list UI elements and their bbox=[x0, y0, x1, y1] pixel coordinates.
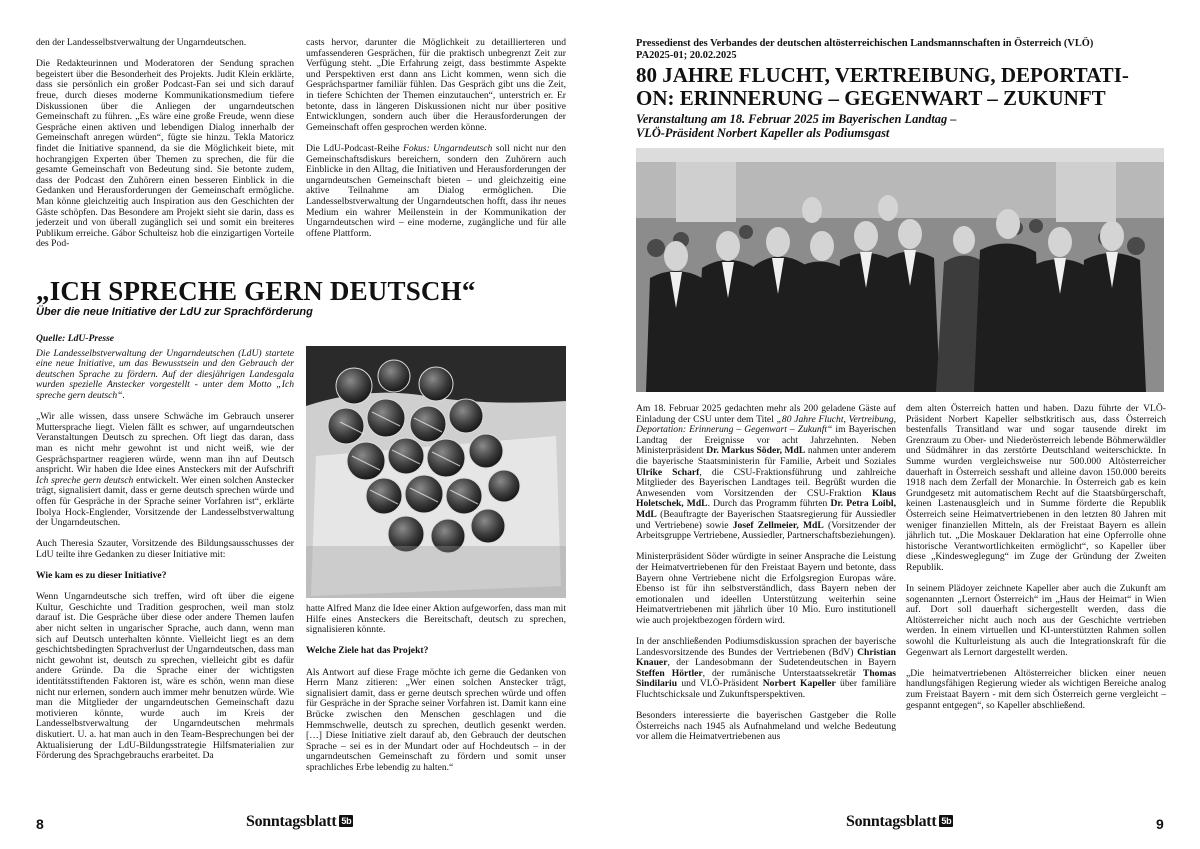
right-article-column-2 bbox=[906, 404, 1166, 711]
right-article-column-1 bbox=[636, 404, 896, 743]
paragraph bbox=[36, 412, 294, 529]
press-line: Pressedienst des Verbandes der deutschen altösterreichischen Landsmannschaften in Österreich (VLÖ) bbox=[636, 38, 1094, 49]
text-run: Die LdU-Podcast-Reihe bbox=[306, 142, 404, 154]
question-heading: Welche Ziele hat das Projekt? bbox=[306, 645, 429, 657]
text-run: entwickelt. Wer einen solchen Anstecker trägt, signalisiert damit, dass er gerne deutsch sprechen würde und offen für Gespräche in der Sprache seiner Vorfahren ist“, erklärte Ibolya Hock-Englender, Vorsitzende der Landesselbstverwaltung der Ungarndeutschen. bbox=[36, 474, 294, 529]
bold-name: Klaus Holetschek, MdL bbox=[636, 487, 896, 510]
text-run: , der rumänische Unterstaatssekretär bbox=[702, 667, 863, 679]
text-run: In der anschließenden Podiumsdiskussion sprachen der bayerische Landesvorsitzende des Bundes der Vertriebenen (BdV) bbox=[636, 636, 896, 658]
text-run: und VLÖ-Präsident bbox=[677, 678, 763, 690]
text-run: Am 18. Februar 2025 gedachten mehr als 200 geladene Gäste auf Einladung der CSU unter dem Titel bbox=[636, 403, 896, 425]
group-image bbox=[636, 148, 1164, 392]
press-header bbox=[636, 38, 1166, 62]
paragraph: den der Landesselbstverwaltung der Ungarndeutschen. bbox=[36, 37, 247, 48]
pins-image bbox=[306, 346, 566, 598]
bold-name: Christian Knauer bbox=[636, 646, 896, 669]
right-page bbox=[600, 0, 1200, 849]
brand-logo-badge: 5b bbox=[941, 816, 952, 826]
bold-name: Josef Zellmeier, MdL bbox=[732, 519, 824, 531]
text-run: nahmen unter anderem die bayerische Staatsministerin für Familie, Arbeit und Soziales bbox=[636, 445, 896, 467]
subheadline-line: VLÖ-Präsident Norbert Kapeller als Podiumsgast bbox=[636, 126, 890, 140]
bold-name: Dr. Markus Söder, MdL bbox=[706, 445, 806, 457]
left-article2-column-1 bbox=[36, 334, 294, 762]
page-number: 8 bbox=[36, 816, 44, 832]
headline-line: 80 JAHRE FLUCHT, VERTREIBUNG, DEPORTATI- bbox=[636, 63, 1129, 87]
paragraph: casts hervor, darunter die Möglichkeit zu detaillierteren und umfassenderen Gesprächen, für die praktisch unbegrenzt Zeit zur Verfügung steht. „Die Erfahrung zeigt, dass bestimmte Aspekte und Perspektiven erst dann ans Licht kommen, wenn sich die Gesprächspartner familiär fühlen. Das Gespräch gibt uns die Zeit, in tiefere Schichten der Themen einzutauchen“, unterstrich er. Er betonte, dass in längeren Diskussionen nicht nur über positive Entwicklungen, sondern auch über die Herausforderungen der Gemeinschaft offen gesprochen werden könne. bbox=[306, 37, 566, 133]
paragraph: Ministerpräsident Söder würdigte in seiner Ansprache die Leistung der Heimatvertriebenen für den Freistaat Bayern und betonte, dass Bayern ohne Vertriebene nicht die Erfolgsregion Europas wäre. Ebenso ist für ihn selbstverständlich, dass Bayern neben der emotionalen und ideellen Unterstützung weiterhin seine Heimatvertriebenen mit jährlich über 10 Mio. Euro institutionell wie auch projektbezogen fördern wird. bbox=[636, 551, 896, 626]
bold-name: Norbert Kapeller bbox=[762, 678, 836, 690]
paragraph: hatte Alfred Manz die Idee einer Aktion aufgeworfen, dass man mit Hilfe eines Ansteckers die Bereitschaft, deutsch zu sprechen, signalisieren könnte. bbox=[306, 603, 566, 636]
left-article-column-1 bbox=[36, 38, 294, 250]
bold-name: Dr. Petra Loibl, MdL bbox=[636, 498, 896, 520]
brand-footer bbox=[846, 813, 953, 831]
paragraph bbox=[306, 144, 566, 239]
bold-name: Ulrike Scharf bbox=[636, 466, 700, 478]
buttons-photo bbox=[306, 346, 566, 598]
headline bbox=[636, 64, 1176, 110]
italic-text: Ich spreche gern deutsch bbox=[36, 474, 134, 486]
subheadline bbox=[636, 112, 1176, 140]
text-run: . Durch das Programm führten bbox=[707, 498, 831, 510]
paragraph: In seinem Plädoyer zeichnete Kapeller aber auch die Zukunft am sogenannten „Lernort Österreich“ im „Haus der Heimat“ in Wien auf. Dort soll dauerhaft sichergestellt werden, dass die Altösterreicher nicht auch noch aus der Geschichte vertrieben werden. In einem virtuellen und KI-unterstützten Rahmen sollen sowohl die Kulturleistung als auch die Integrationskraft für die Gegenwart als Lernort dargestellt werden. bbox=[906, 583, 1166, 658]
paragraph bbox=[636, 404, 896, 542]
brand-footer bbox=[246, 813, 353, 831]
italic-text: „80 Jahre Flucht, Vertreibung, Deportation: Erinnerung – Gegenwart – Zukunft“ bbox=[636, 413, 896, 436]
headline-line: ON: ERINNERUNG – GEGENWART – ZUKUNFT bbox=[636, 86, 1106, 110]
group-photo bbox=[636, 148, 1164, 392]
text-run: soll nicht nur den Gemeinschaftsdiskurs bereichern, sondern den Zuhörern auch Einblicke in den Alltag, die Initiativen und Herausforderungen der ungarndeutschen Gemeinschaft bieten – und gleichzeitig eine aktive Teilnahme am Dialog ermöglichen. Die Landesselbstverwaltung der Ungarndeutschen hofft, dass ihr neues Medium ein wahrer Meilenstein in der Kommunikation der Ungarndeutschen wird – eine moderne, zugängliche und für alle offene Plattform. bbox=[306, 142, 566, 239]
left-article2-column-2 bbox=[306, 604, 566, 774]
paragraph: Die Redakteurinnen und Moderatoren der Sendung sprachen begeistert über die Besonderheit des Projekts. Judit Klein erklärte, dass sie persönlich ein großer Podcast-Fan sei und sich darauf freue, durch dieses moderne Kommunikationsmedium tiefere Diskussionen über die Anliegen der ungarndeutschen Gemeinschaft zu führen. „Es wäre eine große Freude, wenn diese Gespräche einen aktiven und lebendigen Dialog innerhalb der Gemeinschaft anregen würden“, fügte sie hinzu. Tekla Matoricz findet die Initiative spannend, da sie die Möglichkeit biete, mit hochrangigen Experten über Themen zu sprechen, die für die gesamte Gemeinschaft von Bedeutung sind. Sie betonte zudem, dass der Podcast den Zuhörern einen besseren Einblick in die Gedanken und Herausforderungen der Gemeinschaft ermögliche. Man könne gleichzeitig auch Inspiration aus den Geschichten der Gäste schöpfen. Das Besondere am Projekt sieht sie darin, dass es jederzeit und von überall zugänglich sei und somit ein breiteres Publikum erreiche. Gábor Schulteisz hob die einzigartigen Vorteile des Pod- bbox=[36, 58, 294, 250]
paragraph: Auch Theresia Szauter, Vorsitzende des Bildungsausschusses der LdU teilte ihre Gedanken zu dieser Initiative mit: bbox=[36, 538, 294, 560]
headline: „ICH SPRECHE GERN DEUTSCH“ bbox=[36, 276, 476, 306]
press-line: PA2025-01; 20.02.2025 bbox=[636, 50, 737, 61]
source-line: Quelle: LdU-Presse bbox=[36, 333, 115, 344]
paragraph: dem alten Österreich hatten und haben. Dazu führte der VLÖ-Präsident Norbert Kapeller selbstkritisch aus, dass Österreich bestenfalls Transitland war und sogar tausende direkt im Grenzraum zu Ober- und Niederösterreich lebende Böhmerwäldler und Südmährer in das zerstörte Deutschland weiterschickte. In Summe wurden vergleichsweise nur 500.000 Altösterreicher dauerhaft in Österreich sesshaft und alleine davon 150.000 bereits 1918 nach dem Zerfall der Monarchie. In Österreich gab es kein Grundgesetz mit automatischem Recht auf die Staatsbürgerschaft, keinen Lastenausgleich und in Summe förderte die Republik Österreich seine Heimatvertriebenen in den letzten 80 Jahren mit weniger finanziellen Mitteln, als der Freistaat Bayern es allein jährlich tut. „Die Moskauer Deklaration hat eine Opferrolle ohne historische Verantwortlichkeiten ermöglicht“, so Kapeller über diese „Kindesweglegung“ im Zuge der Gründung der Zweiten Republik. bbox=[906, 403, 1166, 573]
left-article-column-2 bbox=[306, 38, 566, 239]
question-heading: Wie kam es zu dieser Initiative? bbox=[36, 570, 167, 582]
text-run: (Beauftragte der Bayerischen Staatsregierung für Aussiedler und Vertriebene) sowie bbox=[636, 508, 896, 531]
intro-paragraph: Die Landesselbstverwaltung der Ungarndeutschen (LdU) startete eine neue Initiative, um das Bewusstsein und den Gebrauch der deutschen Sprache zu fördern. Auf der diesjährigen Landesgala wurden spezielle Anstecker vorgestellt - unter dem Motto „Ich spreche gern deutsch“. bbox=[36, 347, 294, 401]
text-run: im Bayerischen Landtag der Ereignisse vor acht Jahrzehnten. Neben Ministerpräsident bbox=[636, 424, 897, 457]
brand-name: Sonntagsblatt bbox=[246, 813, 337, 830]
text-run: „Wir alle wissen, dass unsere Schwäche im Gebrauch unserer Muttersprache liegt. Vielen fällt es schwer, auf ungarndeutschen Veranstaltungen Deutsch zu sprechen. Oft liegt das daran, dass man es nicht mehr gewohnt ist und nicht weiß, wie der Gesprächspartner reagieren würde, wenn man ihn auf Deutsch anspricht. Wir haben die Idee eines Ansteckers mit der Aufschrift bbox=[36, 411, 294, 476]
bold-name: Steffen Hörtler bbox=[636, 667, 703, 679]
paragraph: Als Antwort auf diese Frage möchte ich gerne die Gedanken von Herrn Manz zitieren: „Wer einen solchen Anstecker trägt, signalisiert damit, dass er gerne deutsch sprechen würde und offen für Gespräche in der Sprache seiner Vorfahren ist. Damit kann eine Brücke zwischen den Menschen geschlagen und die Hemmschwelle, deutsch zu sprechen, deutlich gesenkt werden. […] Diese Initiative zielt darauf ab, den Gebrauch der deutschen Sprache – sei es in der Mundart oder auf Hochdeutsch – in der ungarndeutschen Gemeinschaft zu fördern und somit unser sprachliches Erbe lebendig zu halten.“ bbox=[306, 666, 566, 773]
subheadline: Über die neue Initiative der LdU zur Sprachförderung bbox=[36, 306, 313, 318]
text-run: , die CSU-Fraktionsführung und zahlreiche Mitglieder des Bayerischen Landtages teil. Begrüßt wurden die Anwesenden vom Vorsitzenden der CSU-Fraktion bbox=[636, 466, 896, 499]
paragraph: Wenn Ungarndeutsche sich treffen, wird oft über die eigene Kultur, Geschichte und Tradition gesprochen, weil man stolz darauf ist. Die Gespräche über diese oder andere Themen laufen aber nicht selten in ungarischer Sprache, auch dann, wenn man sich auf Deutsch unterhalten könnte. Vielleicht liegt es an dem geschichtsbedingten Sprachverlust der Ungarndeutschen, dass man nicht gewohnt ist, deutsch zu sprechen, vielleicht gibt es dafür andere Gründe. Da die Sprache einer der wichtigsten identitätsstiftenden Faktoren ist, wäre es schön, wenn man diese nicht nur erlernen, sondern auch immer mehr benutzen würde. Wie man die Mitglieder der ungarndeutschen Gemeinschaft dazu motivieren könnte, wurde auch im Kreis der Landesselbstverwaltung der Ungarndeutschen mehrmals diskutiert. U. a. hat man auch in den Team-Besprechungen bei der Aktualisierung der LdU-Bildungsstrategie Hilfsmaterialien zur Förderung des Sprachgebrauchs erarbeitet. Da bbox=[36, 591, 294, 762]
brand-name: Sonntagsblatt bbox=[846, 813, 937, 830]
text-run: über familiäre Fluchtschicksale und Zukunftsperspektiven. bbox=[636, 678, 896, 701]
paragraph bbox=[636, 637, 896, 701]
paragraph: „Die heimatvertriebenen Altösterreicher blicken einer neuen handlungsfähigen Regierung wieder als wichtigen Bereiche analog zum Freistaat Bayern - mit dem sich Österreich gerne vergleicht – gespannt entgegen“, so Kapeller abschließend. bbox=[906, 667, 1166, 711]
italic-text: Fokus: Ungarndeutsch bbox=[403, 142, 493, 154]
subheadline-line: Veranstaltung am 18. Februar 2025 im Bayerischen Landtag – bbox=[636, 112, 957, 126]
page-number: 9 bbox=[1156, 816, 1164, 832]
text-run: , der Landesobmann der Sudetendeutschen in Bayern bbox=[667, 657, 896, 669]
bold-name: Thomas Sindilariu bbox=[636, 667, 896, 690]
brand-logo-badge: 5b bbox=[341, 816, 352, 826]
text-run: (Vorsitzender der Arbeitsgruppe Vertriebene, Aussiedler, Partnerschaftsbeziehungen). bbox=[636, 519, 896, 542]
paragraph: Besonders interessierte die bayerischen Gastgeber die Rolle Österreichs nach 1945 als Aufnahmeland und welche Bedeutung vor allem die Heimatvertriebenen aus bbox=[636, 710, 896, 743]
